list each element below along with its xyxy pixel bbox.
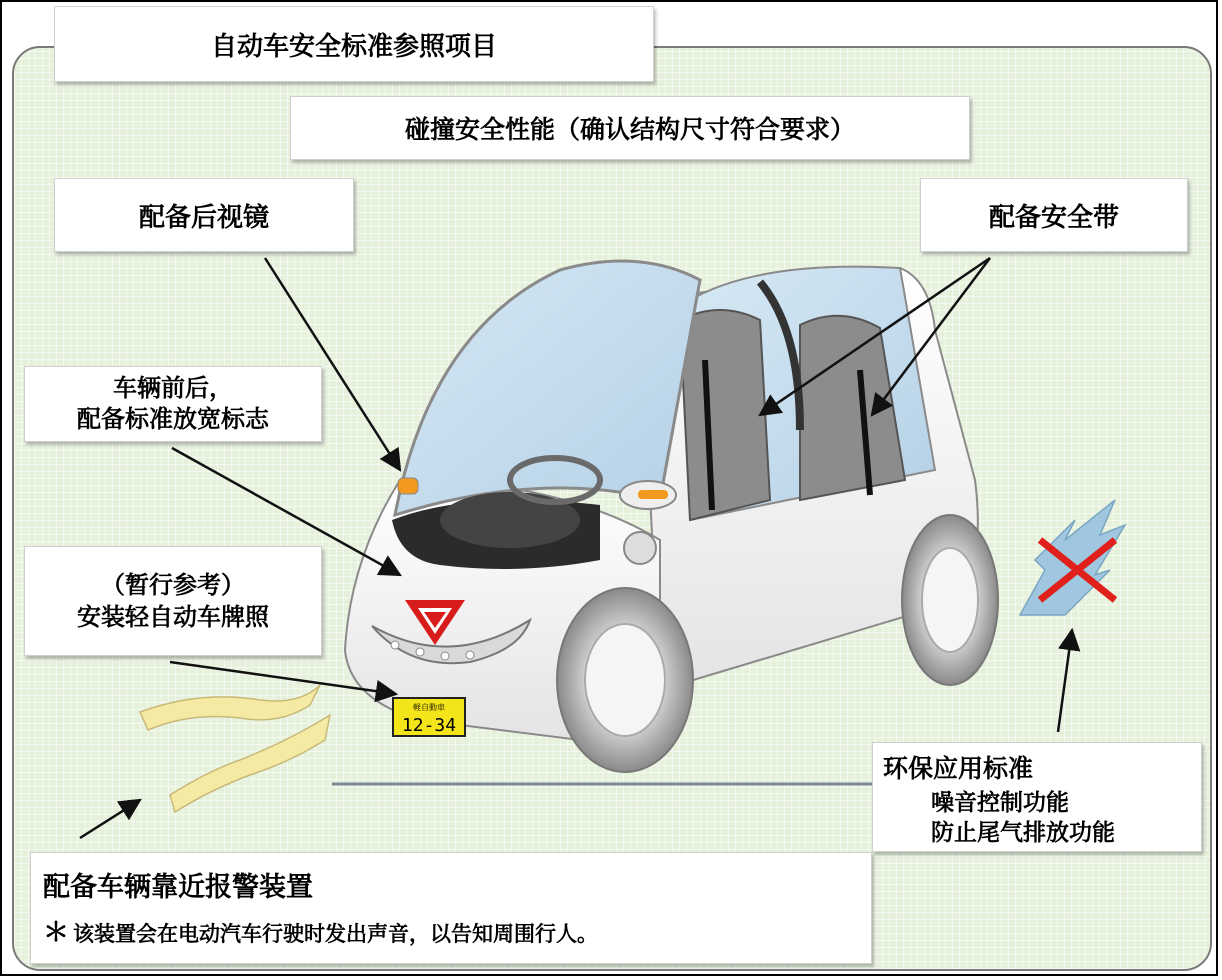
exhaust-cross-icon xyxy=(1020,500,1125,615)
seatbelt-text: 配备安全带 xyxy=(988,202,1119,233)
plate-number: 12-34 xyxy=(401,715,457,736)
alarm-note-text: 该装置会在电动汽车行驶时发出声音，以告知周围行人。 xyxy=(73,922,599,946)
note-mark: ＊ xyxy=(43,918,70,948)
plate-line-1: （暂行参考） xyxy=(101,570,245,599)
page-title xyxy=(54,6,654,82)
environment-item-noise: 噪音控制功能 xyxy=(931,790,1069,816)
lamp-line-2: 配备标准放宽标志 xyxy=(77,405,269,433)
license-plate xyxy=(393,698,465,736)
seatbelt-label xyxy=(920,178,1188,252)
mirror-label xyxy=(54,178,354,252)
arrow-alarm xyxy=(80,800,140,838)
arrow-environment xyxy=(1058,630,1072,732)
sound-wave-icon xyxy=(140,685,330,812)
lamp-line-1: 车辆前后， xyxy=(113,373,233,402)
alarm-note xyxy=(43,912,859,949)
environment-item-exhaust: 防止尾气排放功能 xyxy=(931,819,1115,846)
mirror-text: 配备后视镜 xyxy=(138,202,269,233)
environment-label xyxy=(872,742,1202,852)
plate-label xyxy=(24,546,322,656)
mirror-left xyxy=(398,478,418,494)
alarm-heading: 配备车辆靠近报警装置 xyxy=(43,872,313,903)
windshield xyxy=(395,261,700,515)
alarm-label xyxy=(30,852,872,964)
collision-safety-text: 碰撞安全性能（确认结构尺寸符合要求） xyxy=(404,115,855,144)
environment-heading: 环保应用标准 xyxy=(883,754,1034,783)
wheel-front xyxy=(557,588,693,772)
wheel-rear xyxy=(902,515,998,685)
marker-lamp-label xyxy=(24,366,322,442)
collision-safety-label xyxy=(290,96,970,160)
plate-top-text: 軽自動車 xyxy=(413,703,445,712)
plate-line-2: 安装轻自动车牌照 xyxy=(77,603,269,631)
seat-left xyxy=(680,310,770,520)
title-text: 自动车安全标准参照项目 xyxy=(210,31,497,62)
